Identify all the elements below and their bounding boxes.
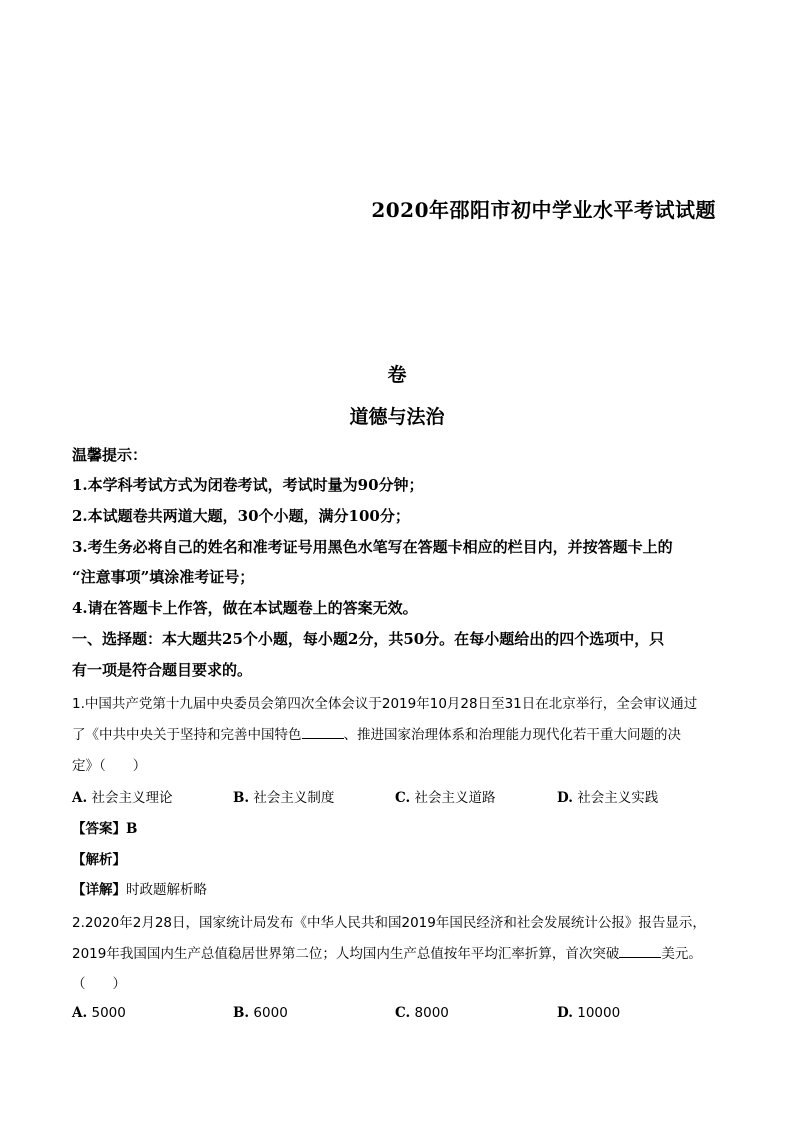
subject-title: 道德与法治 bbox=[349, 406, 445, 428]
question-2-line: （ ） bbox=[72, 976, 126, 992]
answer-blank bbox=[619, 945, 661, 958]
option-c: C. 8000 bbox=[395, 1005, 449, 1021]
question-2-text: 美元。 bbox=[661, 946, 702, 962]
detail-line: 【详解】时政题解析略 bbox=[72, 882, 207, 898]
detail-text: 时政题解析略 bbox=[126, 882, 207, 898]
answer-value: B bbox=[126, 821, 138, 837]
option-b: B. 6000 bbox=[233, 1005, 288, 1021]
answer-blank bbox=[302, 726, 344, 739]
question-1-text: 了《中共中央关于坚持和完善中国特色 bbox=[72, 727, 302, 743]
question-1-line: 1.中国共产党第十九届中央委员会第四次全体会议于2019年10月28日至31日在北京举行，全会审议通过 bbox=[72, 696, 698, 712]
tips-heading: 温馨提示： bbox=[72, 446, 148, 464]
option-a: A. 5000 bbox=[72, 1005, 126, 1021]
question-2-text: 2019年我国国内生产总值稳居世界第二位；人均国内生产总值按年平均汇率折算，首次突破 bbox=[72, 946, 620, 962]
analysis-tag: 【解析】 bbox=[72, 852, 126, 868]
question-2-line: 2.2020年2月28日，国家统计局发布《中华人民共和国2019年国民经济和社会发展统计公报》报告显示， bbox=[72, 915, 706, 931]
option-b: B. 社会主义制度 bbox=[233, 790, 335, 806]
question-1-line bbox=[72, 723, 681, 743]
question-2-line bbox=[72, 942, 702, 962]
question-1-line: 定》（ ） bbox=[72, 758, 147, 774]
tip-item: 4.请在答题卡上作答，做在本试题卷上的答案无效。 bbox=[72, 599, 418, 617]
tip-item: 3.考生务必将自己的姓名和准考证号用黑色水笔写在答题卡相应的栏目内，并按答题卡上的 bbox=[72, 538, 673, 556]
section-heading-cont: 有一项是符合题目要求的。 bbox=[72, 661, 253, 679]
section-heading: 一、选择题：本大题共25个小题，每小题2分，共50分。在每小题给出的四个选项中，只 bbox=[72, 630, 665, 648]
option-c: C. 社会主义道路 bbox=[395, 790, 496, 806]
option-d: D. 社会主义实践 bbox=[557, 790, 659, 806]
tip-item: 2.本试题卷共两道大题，30个小题，满分100分； bbox=[72, 507, 410, 525]
question-1-text: 、推进国家治理体系和治理能力现代化若干重大问题的决 bbox=[343, 727, 681, 743]
tip-item: “注意事项”填涂准考证号； bbox=[72, 568, 255, 586]
paper-label: 卷 bbox=[387, 364, 407, 386]
tip-item: 1.本学科考试方式为闭卷考试，考试时量为90分钟； bbox=[72, 476, 424, 494]
answer-line: 【答案】B bbox=[72, 821, 138, 837]
exam-title: 2020年邵阳市初中学业水平考试试题 bbox=[371, 198, 716, 222]
option-d: D. 10000 bbox=[557, 1005, 621, 1021]
option-a: A. 社会主义理论 bbox=[72, 790, 173, 806]
